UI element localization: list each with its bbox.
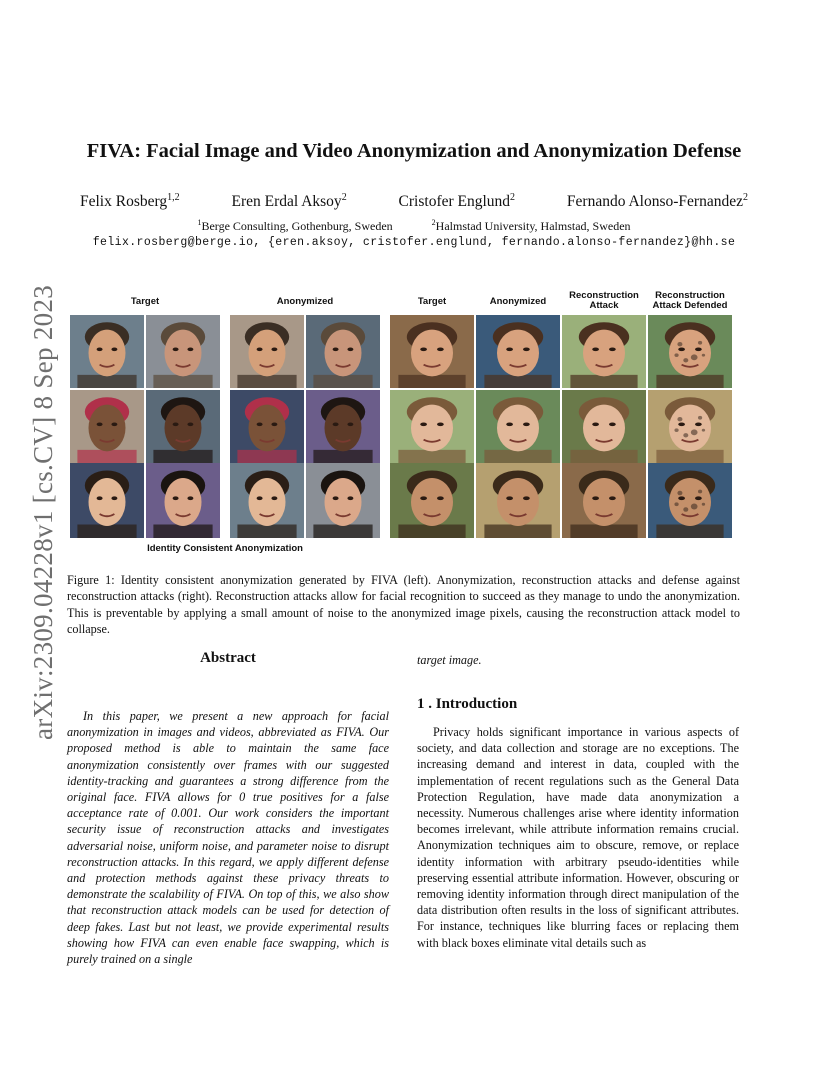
face-photo — [390, 390, 474, 463]
face-photo — [70, 463, 144, 538]
face-photo — [476, 315, 560, 388]
fig-label-target-right: Target — [417, 296, 447, 307]
face-photo — [390, 315, 474, 388]
face-photo — [562, 463, 646, 538]
face-photo — [230, 390, 304, 463]
face-photo — [230, 315, 304, 388]
abstract-continuation: target image. — [417, 653, 482, 667]
fig-label-reconstruction-defended: Reconstruction Attack Defended — [652, 290, 728, 311]
fig-label-identity-consistent: Identity Consistent Anonymization — [147, 543, 303, 554]
fig-label-anonymized-right: Anonymized — [489, 296, 547, 307]
affiliations — [0, 218, 828, 234]
author-emails: felix.rosberg@berge.io, {eren.aksoy, cristofer.englund, fernando.alonso-fernandez}@hh.se — [92, 236, 736, 249]
author: Felix Rosberg$^{1,2}$ — [80, 192, 180, 211]
face-photo — [70, 315, 144, 388]
face-photo — [476, 463, 560, 538]
fig-label-target-left: Target — [130, 296, 160, 307]
face-photo — [306, 463, 380, 538]
author: Eren Erdal Aksoy$^2$ — [231, 192, 347, 211]
face-photo — [146, 315, 220, 388]
paper-title: FIVA: Facial Image and Video Anonymization and Anonymization Defense — [86, 140, 742, 162]
author: Fernando Alonso-Fernandez$^2$ — [566, 192, 748, 211]
face-photo — [230, 463, 304, 538]
arxiv-stamp — [24, 284, 64, 740]
face-photo — [648, 463, 732, 538]
affiliation: $^2$Halmstad University, Halmstad, Sweden — [431, 218, 631, 233]
introduction-heading: 1 . Introduction — [417, 696, 518, 712]
face-photo — [648, 390, 732, 463]
author: Cristofer Englund$^2$ — [398, 192, 516, 211]
face-photo — [146, 463, 220, 538]
fig-label-reconstruction-attack: Reconstruction Attack — [569, 290, 639, 311]
introduction-text: Privacy holds significant importance in various aspects of society, and data collection and storage are no exceptions. The increasing demand and interest in data, coupled with the implementation of recent regulations such as the General Data Protection Regulation, have made data anonymization a necessity. Numerous challenges arise where identity information becomes irrelevant, while attribute information remains crucial. Anonymization techniques aim to obscure, remove, or replace identity information with arbitrary pseudo-identities while preserving essential attribute information. However, obscuring or removing identity information through direct manipulation of the data distribution often results in the loss of significant attributes. For instance, techniques like blurring faces or replacing them with black boxes eliminate vital details such as — [417, 725, 739, 950]
face-photo — [562, 315, 646, 388]
face-photo — [70, 390, 144, 463]
abstract-heading: Abstract — [200, 650, 256, 666]
face-photo — [562, 390, 646, 463]
face-photo — [390, 463, 474, 538]
face-photo — [306, 390, 380, 463]
fig-label-anonymized-left: Anonymized — [276, 296, 334, 307]
face-photo — [306, 315, 380, 388]
face-photo — [476, 390, 560, 463]
arxiv-identifier: arXiv:2309.04228v1 [cs.CV] 8 Sep 2023 — [28, 284, 58, 740]
affiliation: $^1$Berge Consulting, Gothenburg, Sweden — [197, 218, 393, 233]
face-photo — [648, 315, 732, 388]
abstract-text: In this paper, we present a new approach for facial anonymization in images and videos, abbreviated as FIVA. Our proposed method is able to maintain the same face anonymization consistently over frames with our suggested identity-tracking and guarantees a strong difference from the original face. FIVA allows for 0 true positives for a false acceptance rate of 0.001. Our work considers the important security issue of reconstruction attacks and investigates adversarial noise, uniform noise, and parameter noise to disrupt reconstruction attacks. In this regard, we apply different defense and protection methods against these privacy threats to demonstrate the scalability of FIVA. On top of this, we also show that reconstruction attack models can be used for detection of deep fakes. Last but not least, we provide experimental results showing how FIVA can even enable face swapping, which is purely trained on a single — [67, 709, 389, 967]
face-photo — [146, 390, 220, 463]
figure-caption: Figure 1: Identity consistent anonymization generated by FIVA (left). Anonymization, reconstruction attacks and defense against reconstruction attacks (right). Reconstruction attacks allow for facial recognition to succeed as they manage to undo the anonymization. This is preventable by applying a small amount of noise to the anonymized image pixels, causing the reconstruction attack model to collapse. — [67, 573, 740, 636]
author-list — [60, 192, 768, 211]
